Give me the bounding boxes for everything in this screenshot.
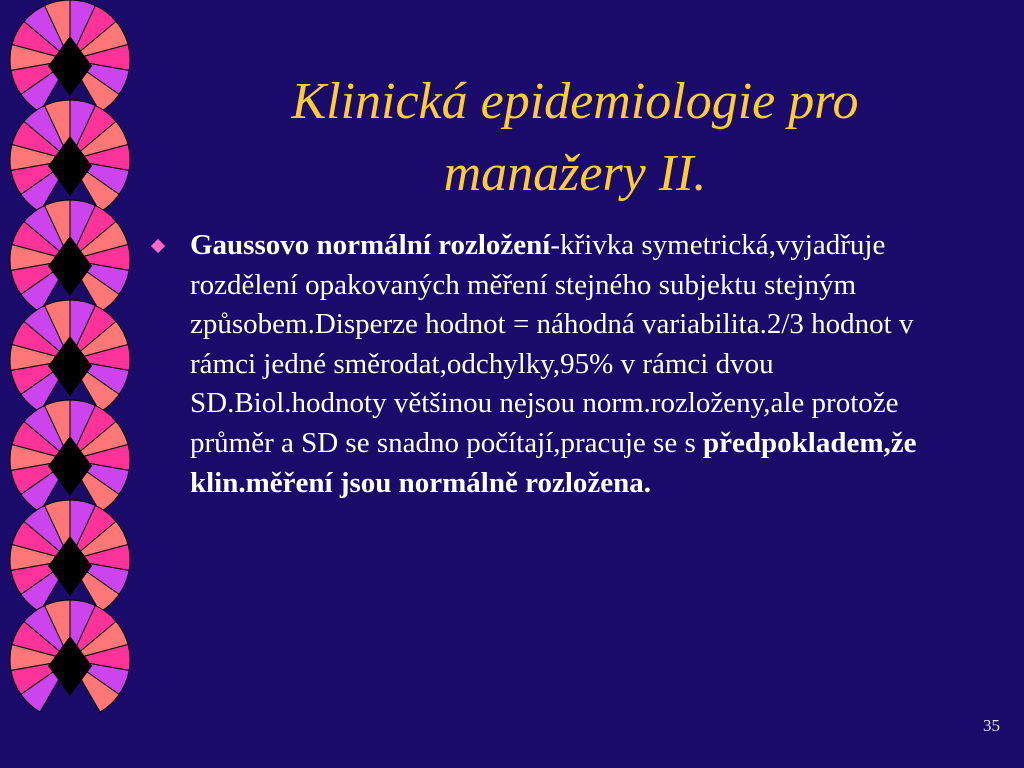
slide-title [200, 66, 950, 210]
fan-border-decoration [0, 0, 140, 768]
fan-ornament [10, 500, 130, 612]
bullet-bold-lead: Gaussovo normální rozložení [190, 229, 551, 261]
slide-number: 35 [983, 716, 1000, 735]
fan-ornament [10, 300, 130, 412]
fan-ornament [10, 600, 130, 712]
bullet-body: -křivka symetrická,vyjadřuje rozdělení opakovaných měření stejného subjektu stejným způsobem.Disperze hodnot = náhodná variabilita.2/3 hodnot v rámci jedné směrodat,odchylky,95% v rámci dvou SD.Biol.hodnoty většinou nejsou norm.rozloženy,ale protože průměr a SD se snadno počítají,pracuje se s [190, 229, 914, 459]
fan-ornament [10, 200, 130, 312]
fan-ornament [10, 0, 130, 112]
fan-ornament [10, 100, 130, 212]
title-line-2: manažery II. [443, 145, 707, 202]
bullet-bold-tail: předpokladem,že klin.měření jsou normálně rozložena. [190, 426, 917, 499]
fan-ornament [10, 400, 130, 512]
bullet-diamond-icon [151, 239, 165, 253]
title-line-1: Klinická epidemiologie pro [291, 73, 859, 130]
bullet-text [190, 226, 950, 503]
